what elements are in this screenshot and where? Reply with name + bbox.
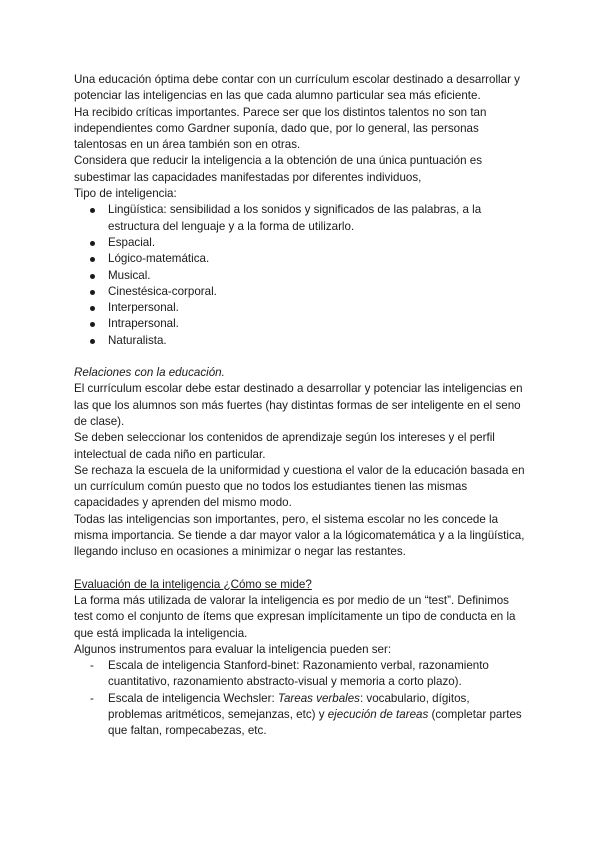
wechsler-verbal-tasks: Tareas verbales <box>277 691 360 705</box>
list-item: Lingüística: sensibilidad a los sonidos y significados de las palabras, a la estructura del lenguaje y a la forma de utilizarlo. <box>108 202 526 235</box>
section-spacer <box>74 349 526 365</box>
intelligence-types-heading: Tipo de inteligencia: <box>74 187 177 201</box>
list-item: Intrapersonal. <box>108 316 526 332</box>
evaluation-paragraph-2: Algunos instrumentos para evaluar la inteligencia pueden ser: <box>74 642 392 656</box>
education-paragraph-3: Se rechaza la escuela de la uniformidad y cuestiona el valor de la educación basada en un currículum común puesto que no todos los estudiantes tienen las mismas capacidades y aprenden del mismo modo. <box>74 463 525 510</box>
intro-paragraph-1: Una educación óptima debe contar con un currículum escolar destinado a desarrollar y potenciar las inteligencias en las que cada alumno particular sea más eficiente. <box>74 73 520 103</box>
evaluation-paragraph-1: La forma más utilizada de valorar la inteligencia es por medio de un “test”. Definimos test como el conjunto de ítems que expresan implícitamente un tipo de conducta en la que está implicada la inteligencia. <box>74 593 516 640</box>
list-item: Espacial. <box>108 235 526 251</box>
intelligence-types-list <box>74 202 526 349</box>
education-paragraph-4: Todas las inteligencias son importantes, pero, el sistema escolar no les concede la misma importancia. Se tiende a dar mayor valor a la lógicomatemática y a la lingüística, llegando incluso en ocasiones a minimizar o negar las restantes. <box>74 512 525 559</box>
list-item: Lógico-matemática. <box>108 251 526 267</box>
wechsler-execution-tasks: ejecución de tareas <box>327 707 429 721</box>
wechsler-text-e: (completar partes que faltan, rompecabezas, etc. <box>108 707 522 738</box>
section-spacer <box>74 561 526 577</box>
list-item: Naturalista. <box>108 333 526 349</box>
list-item: - Escala de inteligencia Stanford-binet: Razonamiento verbal, razonamiento cuantitativo, razonamiento abstracto-visual y memoria a corto plazo). <box>108 658 526 691</box>
intro-paragraph-3: Considera que reducir la inteligencia a la obtención de una única puntuación es subestimar las capacidades manifestadas por diferentes individuos, <box>74 154 482 184</box>
education-paragraph-2: Se deben seleccionar los contenidos de aprendizaje según los intereses y el perfil intelectual de cada niño en particular. <box>74 431 495 461</box>
wechsler-text-c: : vocabulario, dígitos, problemas aritméticos, semejanzas, etc) y <box>108 691 470 721</box>
instruments-list <box>74 658 526 739</box>
education-paragraph-1: El currículum escolar debe estar destinado a desarrollar y potenciar las inteligencias en las que los alumnos son más fuertes (hay distintas formas de ser inteligente en el seno de clase). <box>74 382 523 428</box>
document-page <box>74 72 526 740</box>
evaluation-heading: Evaluación de la inteligencia ¿Cómo se mide? <box>74 577 312 591</box>
list-item: Interpersonal. <box>108 300 526 316</box>
list-item: Musical. <box>108 268 526 284</box>
wechsler-text-a: Escala de inteligencia Wechsler: <box>108 691 278 705</box>
intro-paragraph-2: Ha recibido críticas importantes. Parece ser que los distintos talentos no son tan independientes como Gardner suponía, dado que, por lo general, las personas talentosas en un área también son en otras. <box>74 105 487 152</box>
education-heading: Relaciones con la educación. <box>74 366 225 380</box>
list-item <box>108 691 526 740</box>
list-item: Cinestésica-corporal. <box>108 284 526 300</box>
